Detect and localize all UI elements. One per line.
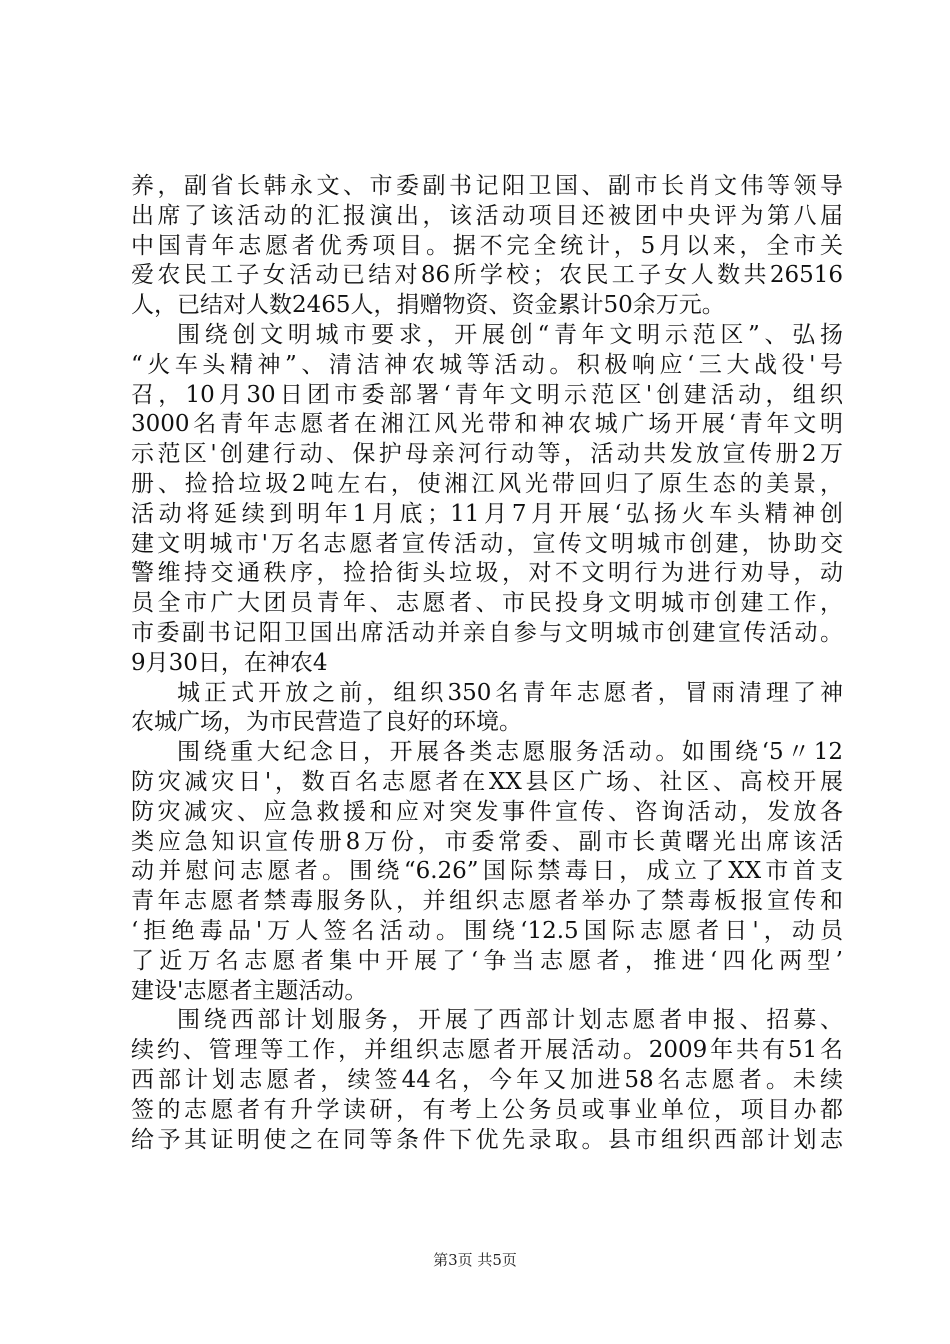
text-line: 农城广场，为市民营造了良好的环境。 (131, 709, 522, 736)
document-body (131, 172, 843, 1155)
text-line: 了近万名志愿者集中开展了‘争当志愿者，推进‘四化两型’ (131, 947, 843, 974)
text-line: 防灾减灾、应急救援和应对突发事件宣传、咨询活动，发放各 (131, 798, 843, 825)
text-line: 9月30日，在神农4 (131, 649, 328, 676)
text-line: 签的志愿者有升学读研，有考上公务员或事业单位，项目办都 (131, 1096, 843, 1123)
text-line: 给予其证明使之在同等条件下优先录取。县市组织西部计划志 (131, 1126, 843, 1153)
text-line: 建设'志愿者主题活动。 (131, 977, 368, 1004)
text-line: 养，副省长韩永文、市委副书记阳卫国、副市长肖文伟等领导 (131, 173, 843, 199)
text-line: 册、捡拾垃圾2吨左右，使湘江风光带回归了原生态的美景， (131, 470, 843, 497)
text-line: 活动将延续到明年1月底；11月7月开展‘弘扬火车头精神创 (131, 500, 843, 527)
text-line: 防灾减灾日'，数百名志愿者在XX县区广场、社区、高校开展 (131, 768, 843, 795)
text-line: 3000名青年志愿者在湘江风光带和神农城广场开展‘青年文明 (131, 411, 843, 438)
text-line: 围绕创文明城市要求，开展创“青年文明示范区”、弘扬 (177, 321, 843, 348)
text-line: ‘拒绝毒品'万人签名活动。围绕‘12.5国际志愿者日'，动员 (131, 917, 843, 944)
text-line: 中国青年志愿者优秀项目。据不完全统计，5月以来，全市关 (131, 232, 843, 259)
text-line: 市委副书记阳卫国出席活动并亲自参与文明城市创建宣传活动。 (131, 619, 843, 646)
text-line: 员全市广大团员青年、志愿者、市民投身文明城市创建工作， (131, 590, 843, 617)
text-line: 城正式开放之前，组织350名青年志愿者，冒雨清理了神 (177, 679, 843, 706)
text-line: 建文明城市'万名志愿者宣传活动，宣传文明城市创建，协助交 (131, 530, 843, 557)
text-line: 警维持交通秩序，捡拾街头垃圾，对不文明行为进行劝导，动 (131, 560, 843, 587)
text-line: 续约、管理等工作，并组织志愿者开展活动。2009年共有51名 (131, 1037, 843, 1064)
text-line: 类应急知识宣传册8万份，市委常委、副市长黄曙光出席该活 (131, 828, 843, 855)
text-line: 爱农民工子女活动已结对86所学校；农民工子女人数共26516 (131, 262, 843, 289)
text-line: 动并慰问志愿者。围绕“6.26”国际禁毒日，成立了XX市首支 (131, 858, 843, 885)
page-number-footer: 第3页 共5页 (433, 1251, 517, 1269)
text-line: 围绕重大纪念日，开展各类志愿服务活动。如围绕‘5〃12 (177, 739, 843, 766)
text-line: 青年志愿者禁毒服务队，并组织志愿者举办了禁毒板报宣传和 (131, 888, 843, 915)
text-line: 围绕西部计划服务，开展了西部计划志愿者申报、招募、 (177, 1007, 843, 1034)
text-line: 出席了该活动的汇报演出，该活动项目还被团中央评为第八届 (131, 202, 843, 229)
text-line: 示范区'创建行动、保护母亲河行动等，活动共发放宣传册2万 (131, 441, 843, 468)
text-line: 西部计划志愿者，续签44名，今年又加进58名志愿者。未续 (131, 1066, 843, 1093)
text-line: “火车头精神”、清洁神农城等活动。积极响应‘三大战役'号 (131, 351, 843, 378)
text-line: 人，已结对人数2465人，捐赠物资、资金累计50余万元。 (131, 292, 725, 319)
text-line: 召，10月30日团市委部署‘青年文明示范区'创建活动，组织 (131, 381, 843, 408)
